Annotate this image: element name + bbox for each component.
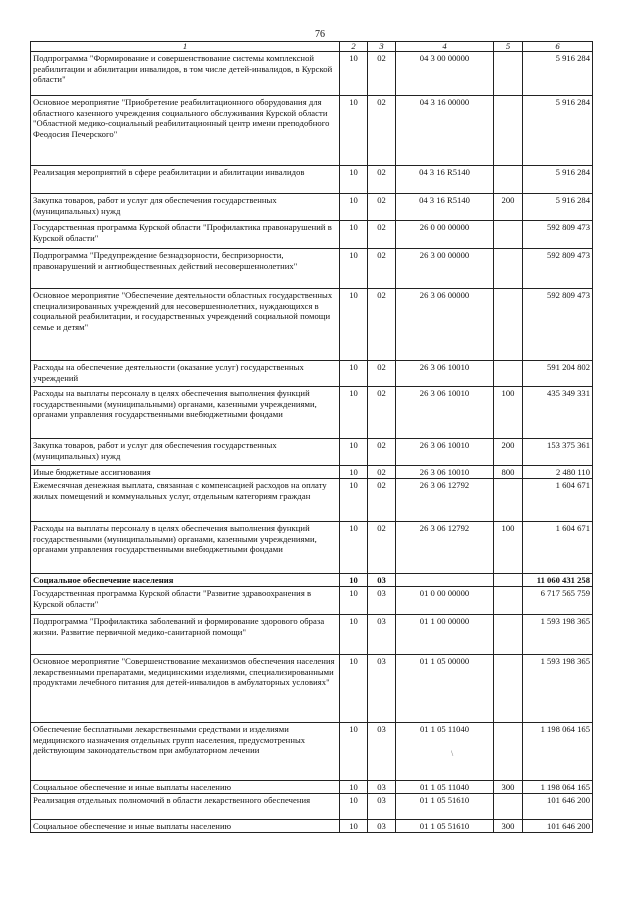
row-name: Обеспечение бесплатными лекарственными средствами и изделиями медицинского назначения отдельных групп населения, предусмотренных действующим законодательством при амбулаторном лечении — [31, 723, 340, 781]
row-target-article: 26 3 06 10010 — [396, 439, 494, 466]
table-row — [31, 781, 593, 794]
row-subsection: 03 — [368, 574, 396, 587]
row-section: 10 — [340, 587, 368, 615]
row-target-article: 04 3 00 00000 — [396, 52, 494, 96]
table-row — [31, 820, 593, 833]
column-number-5: 5 — [494, 42, 523, 52]
row-subsection: 02 — [368, 439, 396, 466]
row-expense-type — [494, 166, 523, 194]
row-amount: 101 646 200 — [523, 820, 593, 833]
row-amount: 1 604 671 — [523, 479, 593, 522]
row-section: 10 — [340, 96, 368, 166]
row-expense-type — [494, 249, 523, 289]
row-name: Закупка товаров, работ и услуг для обеспечения государственных (муниципальных) нужд — [31, 439, 340, 466]
row-name: Расходы на выплаты персоналу в целях обеспечения выполнения функций государственными (муниципальными) органами, казенными учреждениями, органами управления государственными внебюджетными фондами — [31, 387, 340, 439]
row-expense-type — [494, 221, 523, 249]
row-section: 10 — [340, 794, 368, 820]
row-name: Социальное обеспечение и иные выплаты населению — [31, 820, 340, 833]
row-amount: 153 375 361 — [523, 439, 593, 466]
row-section: 10 — [340, 52, 368, 96]
column-number-3: 3 — [368, 42, 396, 52]
row-target-article: 01 1 05 00000 — [396, 655, 494, 723]
table-row — [31, 466, 593, 479]
row-target-article: 01 1 05 51610 — [396, 794, 494, 820]
row-name: Социальное обеспечение населения — [31, 574, 340, 587]
row-name: Расходы на выплаты персоналу в целях обеспечения выполнения функций государственными (муниципальными) органами, казенными учреждениями, органами управления государственными внебюджетными фондами — [31, 522, 340, 574]
row-expense-type: 300 — [494, 820, 523, 833]
row-amount: 5 916 284 — [523, 96, 593, 166]
row-amount: 5 916 284 — [523, 166, 593, 194]
row-expense-type — [494, 615, 523, 655]
row-expense-type — [494, 574, 523, 587]
table-row — [31, 723, 593, 781]
row-amount: 592 809 473 — [523, 221, 593, 249]
row-target-article: 26 3 06 10010 — [396, 466, 494, 479]
table-row — [31, 166, 593, 194]
row-subsection: 02 — [368, 52, 396, 96]
row-name: Государственная программа Курской области "Профилактика правонарушений в Курской области" — [31, 221, 340, 249]
row-amount: 6 717 565 759 — [523, 587, 593, 615]
row-target-article: 26 3 06 00000 — [396, 289, 494, 361]
row-section: 10 — [340, 194, 368, 221]
table-row — [31, 387, 593, 439]
column-number-header-row — [31, 42, 593, 52]
row-section: 10 — [340, 479, 368, 522]
row-expense-type — [494, 361, 523, 387]
row-name: Основное мероприятие "Приобретение реабилитационного оборудования для областного казенного учреждения социального обслуживания Курской области "Областной медико-социальный реабилитационный центр имени преподобного Феодосия Печерского" — [31, 96, 340, 166]
row-expense-type — [494, 723, 523, 781]
table-row — [31, 96, 593, 166]
table-row — [31, 522, 593, 574]
row-expense-type: 100 — [494, 387, 523, 439]
page-number: 76 — [315, 29, 325, 40]
row-name: Иные бюджетные ассигнования — [31, 466, 340, 479]
column-number-4: 4 — [396, 42, 494, 52]
row-name: Государственная программа Курской области "Развитие здравоохранения в Курской области" — [31, 587, 340, 615]
row-section: 10 — [340, 466, 368, 479]
row-name: Реализация отдельных полномочий в области лекарственного обеспечения — [31, 794, 340, 820]
row-expense-type: 100 — [494, 522, 523, 574]
table-row — [31, 655, 593, 723]
table-row — [31, 361, 593, 387]
row-amount: 11 060 431 258 — [523, 574, 593, 587]
row-target-article: 01 1 00 00000 — [396, 615, 494, 655]
row-target-article: 04 3 16 R5140 — [396, 166, 494, 194]
row-target-article: 26 3 06 10010 — [396, 387, 494, 439]
table-row — [31, 52, 593, 96]
row-subsection: 02 — [368, 221, 396, 249]
row-name: Расходы на обеспечение деятельности (оказание услуг) государственных учреждений — [31, 361, 340, 387]
row-subsection: 03 — [368, 794, 396, 820]
row-name: Ежемесячная денежная выплата, связанная с компенсацией расходов на оплату жилых помещений и коммунальных услуг, отдельным категориям граждан — [31, 479, 340, 522]
row-section: 10 — [340, 439, 368, 466]
row-amount: 1 604 671 — [523, 522, 593, 574]
row-expense-type: 800 — [494, 466, 523, 479]
row-amount: 2 480 110 — [523, 466, 593, 479]
row-amount: 591 204 802 — [523, 361, 593, 387]
table-row — [31, 574, 593, 587]
row-expense-type: 300 — [494, 781, 523, 794]
row-name: Основное мероприятие "Обеспечение деятельности областных государственных специализированных учреждений для несовершеннолетних, нуждающихся в социальной реабилитации, и государственных учреждений социальной помощи семье и детям" — [31, 289, 340, 361]
row-subsection: 02 — [368, 194, 396, 221]
row-subsection: 03 — [368, 655, 396, 723]
row-subsection: 03 — [368, 820, 396, 833]
row-name: Закупка товаров, работ и услуг для обеспечения государственных (муниципальных) нужд — [31, 194, 340, 221]
row-section: 10 — [340, 655, 368, 723]
row-section: 10 — [340, 820, 368, 833]
row-section: 10 — [340, 166, 368, 194]
row-expense-type: 200 — [494, 194, 523, 221]
stray-pen-mark: \ — [451, 749, 454, 758]
row-expense-type: 200 — [494, 439, 523, 466]
row-expense-type — [494, 587, 523, 615]
row-expense-type — [494, 655, 523, 723]
row-target-article — [396, 574, 494, 587]
row-expense-type — [494, 794, 523, 820]
row-amount: 1 593 198 365 — [523, 655, 593, 723]
row-amount: 1 593 198 365 — [523, 615, 593, 655]
row-target-article: 01 1 05 51610 — [396, 820, 494, 833]
row-subsection: 02 — [368, 466, 396, 479]
row-target-article: 01 1 05 11040 — [396, 781, 494, 794]
row-subsection: 03 — [368, 723, 396, 781]
row-target-article: 04 3 16 R5140 — [396, 194, 494, 221]
table-row — [31, 439, 593, 466]
row-subsection: 02 — [368, 166, 396, 194]
row-expense-type — [494, 52, 523, 96]
row-section: 10 — [340, 249, 368, 289]
row-expense-type — [494, 289, 523, 361]
row-name: Социальное обеспечение и иные выплаты населению — [31, 781, 340, 794]
row-target-article: 26 3 06 12792 — [396, 522, 494, 574]
column-number-1: 1 — [31, 42, 340, 52]
budget-table — [30, 41, 593, 833]
row-subsection: 02 — [368, 289, 396, 361]
row-subsection: 02 — [368, 387, 396, 439]
row-section: 10 — [340, 615, 368, 655]
row-section: 10 — [340, 574, 368, 587]
row-name: Основное мероприятие "Совершенствование механизмов обеспечения населения лекарственными препаратами, медицинскими изделиями, специализированными продуктами лечебного питания для детей-инвалидов в амбулаторных условиях" — [31, 655, 340, 723]
row-name: Подпрограмма "Формирование и совершенствование системы комплексной реабилитации и абилитации инвалидов, в том числе детей-инвалидов, в Курской области" — [31, 52, 340, 96]
row-amount: 1 198 064 165 — [523, 781, 593, 794]
row-subsection: 03 — [368, 781, 396, 794]
row-section: 10 — [340, 221, 368, 249]
row-amount: 592 809 473 — [523, 249, 593, 289]
row-amount: 101 646 200 — [523, 794, 593, 820]
row-target-article: 26 3 06 12792 — [396, 479, 494, 522]
table-row — [31, 615, 593, 655]
row-name: Подпрограмма "Профилактика заболеваний и формирование здорового образа жизни. Развитие первичной медико-санитарной помощи" — [31, 615, 340, 655]
column-number-2: 2 — [340, 42, 368, 52]
row-target-article: 01 0 00 00000 — [396, 587, 494, 615]
row-amount: 1 198 064 165 — [523, 723, 593, 781]
row-section: 10 — [340, 723, 368, 781]
row-section: 10 — [340, 387, 368, 439]
column-number-6: 6 — [523, 42, 593, 52]
row-section: 10 — [340, 522, 368, 574]
row-target-article: 01 1 05 11040 — [396, 723, 494, 781]
row-expense-type — [494, 479, 523, 522]
table-row — [31, 587, 593, 615]
row-target-article: 26 0 00 00000 — [396, 221, 494, 249]
row-name: Реализация мероприятий в сфере реабилитации и абилитации инвалидов — [31, 166, 340, 194]
row-subsection: 02 — [368, 249, 396, 289]
table-row — [31, 479, 593, 522]
row-section: 10 — [340, 781, 368, 794]
row-section: 10 — [340, 361, 368, 387]
table-row — [31, 289, 593, 361]
row-amount: 435 349 331 — [523, 387, 593, 439]
row-subsection: 02 — [368, 96, 396, 166]
row-subsection: 02 — [368, 522, 396, 574]
row-target-article: 04 3 16 00000 — [396, 96, 494, 166]
row-name: Подпрограмма "Предупреждение безнадзорности, беспризорности, правонарушений и антиобщественных действий несовершеннолетних" — [31, 249, 340, 289]
row-subsection: 02 — [368, 479, 396, 522]
row-amount: 5 916 284 — [523, 194, 593, 221]
row-amount: 592 809 473 — [523, 289, 593, 361]
row-target-article: 26 3 00 00000 — [396, 249, 494, 289]
row-section: 10 — [340, 289, 368, 361]
table-row — [31, 794, 593, 820]
row-target-article: 26 3 06 10010 — [396, 361, 494, 387]
row-expense-type — [494, 96, 523, 166]
row-subsection: 03 — [368, 615, 396, 655]
row-amount: 5 916 284 — [523, 52, 593, 96]
table-row — [31, 194, 593, 221]
table-row — [31, 221, 593, 249]
row-subsection: 02 — [368, 361, 396, 387]
table-row — [31, 249, 593, 289]
row-subsection: 03 — [368, 587, 396, 615]
